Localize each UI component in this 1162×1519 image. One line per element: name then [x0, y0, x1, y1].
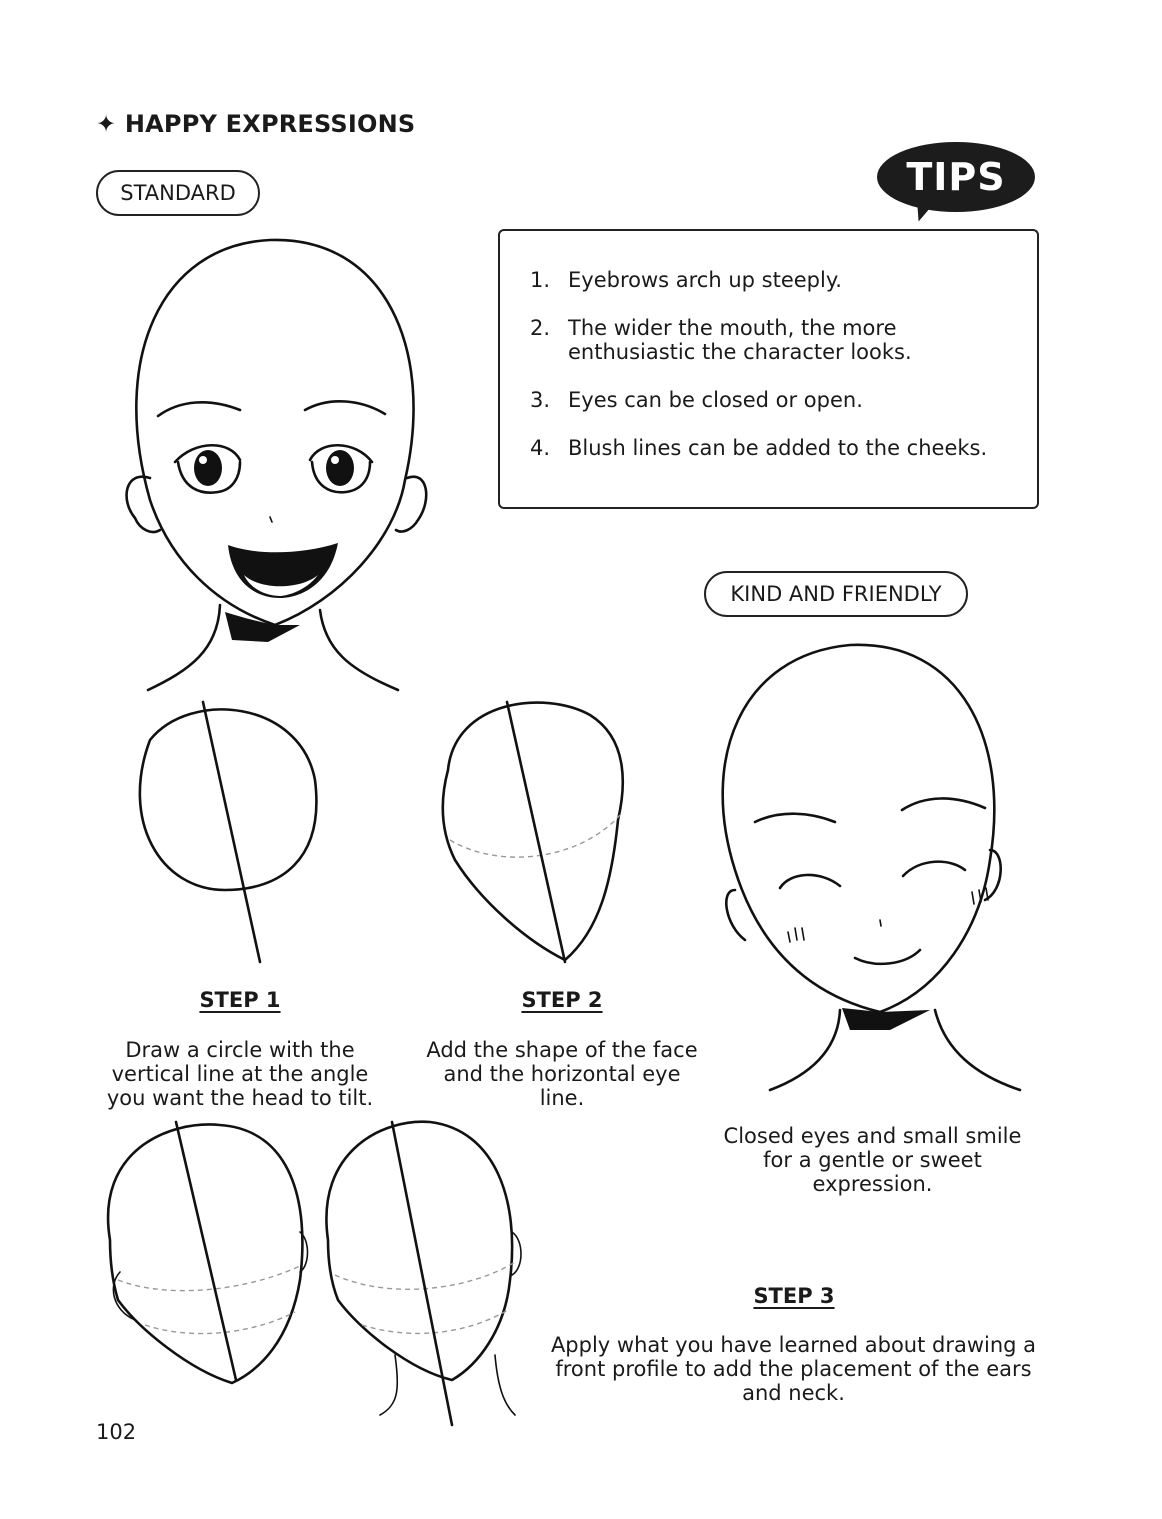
tip-number: 4. [530, 436, 551, 460]
standard-label: STANDARD [96, 170, 260, 216]
tip-text: Blush lines can be added to the cheeks. [568, 436, 988, 460]
tips-bubble: TIPS [877, 142, 1035, 212]
kind-and-friendly-label: KIND AND FRIENDLY [704, 571, 968, 617]
section-title [96, 110, 415, 138]
tip-item [530, 436, 1030, 460]
tip-text: Eyebrows arch up steeply. [568, 268, 842, 292]
tip-text: Eyes can be closed or open. [568, 388, 863, 412]
step-3-title: STEP 3 [753, 1284, 835, 1308]
step-3-text: Apply what you have learned about drawing a front profile to add the placement of the ears and neck. [550, 1333, 1037, 1405]
star-icon: ✦ [96, 110, 117, 138]
step-3-illustration-front [108, 1122, 307, 1383]
tip-item [530, 388, 1030, 412]
section-title-text: HAPPY EXPRESSIONS [124, 110, 416, 138]
step-2-illustration [443, 702, 623, 962]
step-1-text: Draw a circle with the vertical line at the angle you want the head to tilt. [106, 1038, 374, 1110]
step-1-illustration [140, 702, 317, 962]
step-2-text: Add the shape of the face and the horizontal eye line. [426, 1038, 698, 1110]
happy-face-illustration [127, 240, 427, 690]
tips-list [530, 268, 1030, 484]
step-3-illustration-neck [326, 1122, 521, 1425]
kind-caption: Closed eyes and small smile for a gentle or sweet expression. [723, 1124, 1022, 1196]
tip-item [530, 268, 1030, 292]
page-number: 102 [96, 1420, 137, 1444]
step-2-title: STEP 2 [521, 988, 603, 1012]
tip-number: 1. [530, 268, 551, 292]
tip-item [530, 316, 1030, 364]
step-1-title: STEP 1 [199, 988, 281, 1012]
tip-text: The wider the mouth, the more enthusiastic the character looks. [568, 316, 912, 364]
kind-face-illustration [723, 645, 1020, 1090]
tip-number: 3. [530, 388, 551, 412]
tip-number: 2. [530, 316, 551, 340]
